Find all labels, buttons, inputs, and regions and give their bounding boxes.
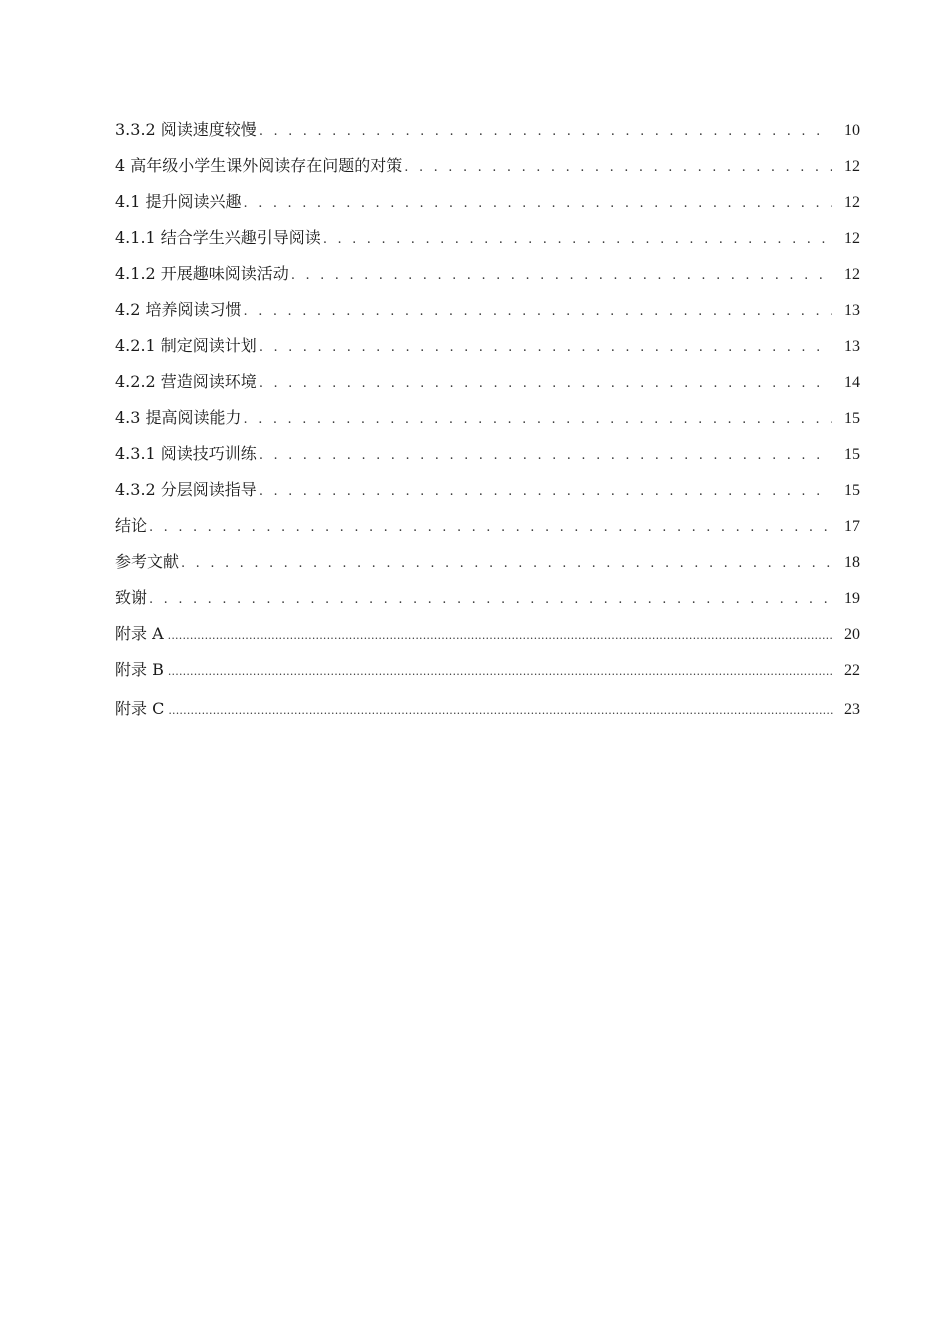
toc-entry-title: 3.3.2 阅读速度较慢 bbox=[115, 120, 257, 139]
toc-entry[interactable] bbox=[115, 404, 860, 440]
toc-entry-page: 15 bbox=[844, 410, 860, 427]
toc-entry[interactable] bbox=[115, 695, 860, 731]
toc-entry[interactable] bbox=[115, 512, 860, 548]
toc-dot-leader bbox=[244, 298, 832, 326]
toc-dot-leader bbox=[168, 658, 834, 686]
toc-entry-title: 附录 B bbox=[115, 660, 164, 679]
toc-dot-leader bbox=[259, 442, 832, 470]
toc-entry-page: 12 bbox=[844, 266, 860, 283]
toc-entry[interactable] bbox=[115, 548, 860, 584]
toc-dot-leader bbox=[244, 190, 832, 218]
toc-entry[interactable] bbox=[115, 152, 860, 188]
toc-entry-title: 4.1.2 开展趣味阅读活动 bbox=[115, 264, 289, 283]
toc-entry[interactable] bbox=[115, 620, 860, 656]
toc-entry-title: 4.2.2 营造阅读环境 bbox=[115, 372, 257, 391]
toc-entry-page: 10 bbox=[844, 122, 860, 139]
toc-entry-title: 附录 C bbox=[115, 699, 165, 718]
toc-entry-page: 19 bbox=[844, 590, 860, 607]
toc-entry-title: 4.2.1 制定阅读计划 bbox=[115, 336, 257, 355]
toc-entry-page: 12 bbox=[844, 230, 860, 247]
toc-dot-leader bbox=[259, 334, 832, 362]
toc-entry-page: 13 bbox=[844, 302, 860, 319]
toc-dot-leader bbox=[181, 550, 832, 578]
toc-entry-page: 15 bbox=[844, 482, 860, 499]
toc-entry-page: 12 bbox=[844, 158, 860, 175]
toc-entry[interactable] bbox=[115, 440, 860, 476]
toc-dot-leader bbox=[323, 226, 832, 254]
toc-dot-leader bbox=[168, 622, 834, 650]
toc-entry-title: 4.1.1 结合学生兴趣引导阅读 bbox=[115, 228, 321, 247]
toc-dot-leader bbox=[149, 514, 832, 542]
toc-entry-page: 18 bbox=[844, 554, 860, 571]
toc-entry[interactable] bbox=[115, 296, 860, 332]
toc-entry-title: 4 高年级小学生课外阅读存在问题的对策 bbox=[115, 156, 403, 175]
table-of-contents bbox=[115, 116, 860, 731]
toc-entry-title: 附录 A bbox=[115, 624, 164, 643]
toc-dot-leader bbox=[149, 586, 832, 614]
toc-entry[interactable] bbox=[115, 476, 860, 512]
toc-entry-title: 4.3.2 分层阅读指导 bbox=[115, 480, 257, 499]
toc-entry[interactable] bbox=[115, 584, 860, 620]
toc-entry-title: 4.1 提升阅读兴趣 bbox=[115, 192, 242, 211]
toc-entry-title: 4.3.1 阅读技巧训练 bbox=[115, 444, 257, 463]
toc-dot-leader bbox=[259, 478, 832, 506]
toc-entry[interactable] bbox=[115, 260, 860, 296]
toc-entry-page: 14 bbox=[844, 374, 860, 391]
toc-dot-leader bbox=[259, 370, 832, 398]
toc-entry-page: 12 bbox=[844, 194, 860, 211]
toc-dot-leader bbox=[291, 262, 832, 290]
toc-entry-title: 4.2 培养阅读习惯 bbox=[115, 300, 242, 319]
toc-entry-page: 15 bbox=[844, 446, 860, 463]
toc-entry-title: 结论 bbox=[115, 516, 148, 535]
toc-entry-page: 13 bbox=[844, 338, 860, 355]
toc-entry-page: 20 bbox=[844, 626, 860, 643]
toc-dot-leader bbox=[259, 118, 832, 146]
toc-entry[interactable] bbox=[115, 368, 860, 404]
toc-entry[interactable] bbox=[115, 224, 860, 260]
toc-entry-title: 参考文献 bbox=[115, 552, 180, 571]
toc-entry-title: 4.3 提高阅读能力 bbox=[115, 408, 242, 427]
toc-entry[interactable] bbox=[115, 116, 860, 152]
toc-entry-page: 22 bbox=[844, 662, 860, 679]
toc-dot-leader bbox=[168, 697, 834, 725]
toc-entry-page: 23 bbox=[844, 701, 860, 718]
toc-entry-page: 17 bbox=[844, 518, 860, 535]
toc-entry[interactable] bbox=[115, 656, 860, 692]
toc-entry[interactable] bbox=[115, 188, 860, 224]
toc-entry-title: 致谢 bbox=[115, 588, 148, 607]
toc-dot-leader bbox=[244, 406, 832, 434]
toc-dot-leader bbox=[404, 154, 832, 182]
toc-entry[interactable] bbox=[115, 332, 860, 368]
